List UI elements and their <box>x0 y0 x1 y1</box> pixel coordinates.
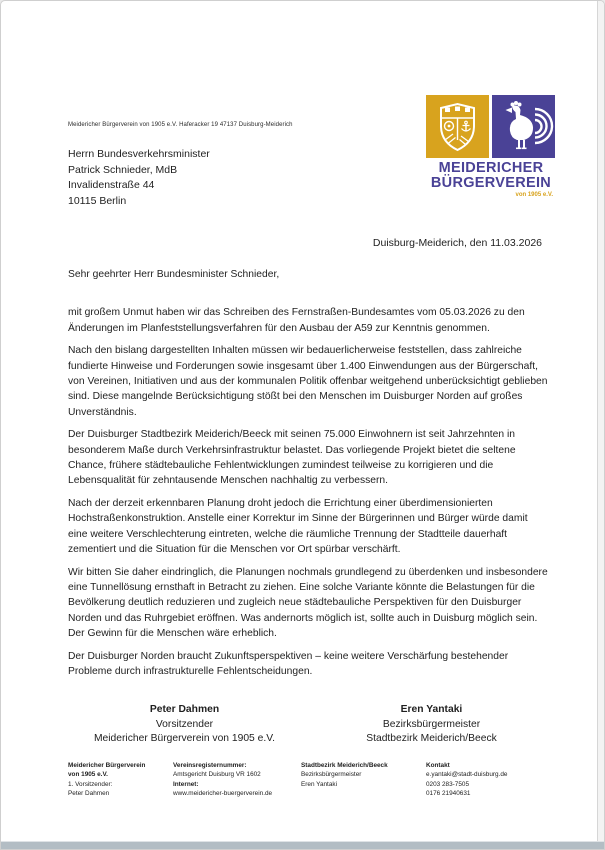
footer-line: Amtsgericht Duisburg VR 1602 <box>173 771 261 779</box>
footer-line: Eren Yantaki <box>301 780 337 788</box>
footer-line: Bezirksbürgermeister <box>301 771 362 779</box>
logo-subtitle: von 1905 e.V. <box>515 192 553 198</box>
footer-website: www.meidericher-buergerverein.de <box>173 789 273 797</box>
paragraph: Nach der derzeit erkennbaren Planung droht jedoch die Errichtung einer überdimensionierten Hochstraßenkonstruktion. Anstelle einer Korrektur im Sinne der Bürgerinnen und Bürger würde damit eine weitere Verschlechterung eintreten, welche die räumliche Trennung der Stadtteile dauerhaft zementiert und die Situation für die Menschen vor Ort spürbar verschärft. <box>68 497 528 556</box>
letter-body <box>68 267 548 686</box>
signer-org: Stadtbezirk Meiderich/Beeck <box>366 733 497 744</box>
signer-name: Eren Yantaki <box>400 704 463 715</box>
organization-logo <box>426 95 556 198</box>
paragraph: Wir bitten Sie daher eindringlich, die Planungen nochmals grundlegend zu überdenken und insbesondere eine Tunnellösung ernsthaft in Betracht zu ziehen. Eine solche Variante könnte die Belastungen für die Bevölkerung deutlich reduzieren und zugleich neue städtebauliche Perspektiven für den Duisburger Norden und das Ruhrgebiet eröffnen. Was andernorts möglich ist, sollte auch in Duisburg möglich sein. Der Gewinn für die Menschen wäre erheblich. <box>68 566 548 640</box>
footer-col-association <box>68 761 173 798</box>
scrollbar-track[interactable] <box>597 1 604 849</box>
paragraph: Nach den bislang dargestellten Inhalten müssen wir bedauerlicherweise feststellen, dass zahlreiche fundierte Hinweise und Forderungen sowie insgesamt über 1.400 Einwendungen aus der Bürgerschaft, von Vereinen, Initiativen und aus der kommunalen Politik offenbar weitgehend unberücksichtigt geblieben sind. Diese mangelnde Berücksichtigung stößt bei den Menschen im Duisburger Norden auf großes Unverständnis. <box>68 345 548 418</box>
signature-right <box>308 703 555 747</box>
letter-footer <box>68 761 550 798</box>
signer-role: Bezirksbürgermeister <box>382 718 481 730</box>
recipient-line: 10115 Berlin <box>68 194 127 207</box>
paragraph: mit großem Unmut haben wir das Schreiben des Fernstraßen-Bundesamtes vom 05.03.2026 zu den Änderungen im Planfeststellungsverfahren für den Ausbau der A59 zur Kenntnis genommen. <box>68 307 525 334</box>
recipient-address <box>68 147 210 209</box>
date-line: Duisburg-Meiderich, den 11.03.2026 <box>372 237 542 249</box>
footer-heading: Kontakt <box>426 762 450 769</box>
footer-phone: 0203 283-7505 <box>426 780 469 788</box>
recipient-line: Herrn Bundesverkehrsminister <box>68 148 210 160</box>
footer-heading: Stadtbezirk Meiderich/Beeck <box>301 762 388 769</box>
footer-col-contact <box>426 761 550 798</box>
recipient-line: Invalidenstraße 44 <box>68 179 155 191</box>
sender-return-address: Meidericher Bürgerverein von 1905 e.V. Haferacker 19 47137 Duisburg-Meiderich <box>68 122 293 128</box>
footer-col-district <box>301 761 426 798</box>
footer-heading: Internet: <box>173 780 199 788</box>
signer-org: Meidericher Bürgerverein von 1905 e.V. <box>93 733 276 744</box>
signature-left <box>61 703 308 747</box>
rooster-icon <box>492 95 555 158</box>
footer-line: 1. Vorsitzender: <box>68 780 113 788</box>
salutation: Sehr geehrter Herr Bundesminister Schnieder, <box>68 269 280 280</box>
footer-heading: von 1905 e.V. <box>68 771 108 779</box>
footer-col-register <box>173 761 301 798</box>
logo-title-line1: MEIDERICHER <box>438 160 544 176</box>
recipient-line: Patrick Schnieder, MdB <box>68 163 178 176</box>
footer-heading: Vereinsregisternummer: <box>173 762 247 769</box>
footer-heading: Meidericher Bürgerverein <box>68 762 146 769</box>
footer-line: Peter Dahmen <box>68 789 110 797</box>
paragraph: Der Duisburger Norden braucht Zukunftsperspektiven – keine weitere Verschärfung bestehender Probleme durch infrastrukturelle Fehlentscheidungen. <box>68 650 509 677</box>
footer-phone: 0176 21940631 <box>426 789 471 797</box>
signature-block <box>61 703 555 747</box>
window-bottom-edge <box>1 841 604 849</box>
paragraph: Der Duisburger Stadtbezirk Meiderich/Beeck mit seinen 75.000 Einwohnern ist seit Jahrzehnten in besonderem Maße durch Verkehrsinfrastruktur belastet. Das vorliegende Projekt bietet die seltene Chance, frühere städtebauliche Fehlentwicklungen zumindest teilweise zu korrigieren und die Lebensqualität für zehntausende Menschen nachhaltig zu verbessern. <box>68 429 516 487</box>
signer-role: Vorsitzender <box>155 718 214 730</box>
shield-coat-of-arms-icon <box>426 95 489 158</box>
logo-title-line2: BÜRGERVEREIN <box>430 175 552 191</box>
signer-name: Peter Dahmen <box>149 704 220 715</box>
footer-email: e.yantaki@stadt-duisburg.de <box>426 771 508 779</box>
